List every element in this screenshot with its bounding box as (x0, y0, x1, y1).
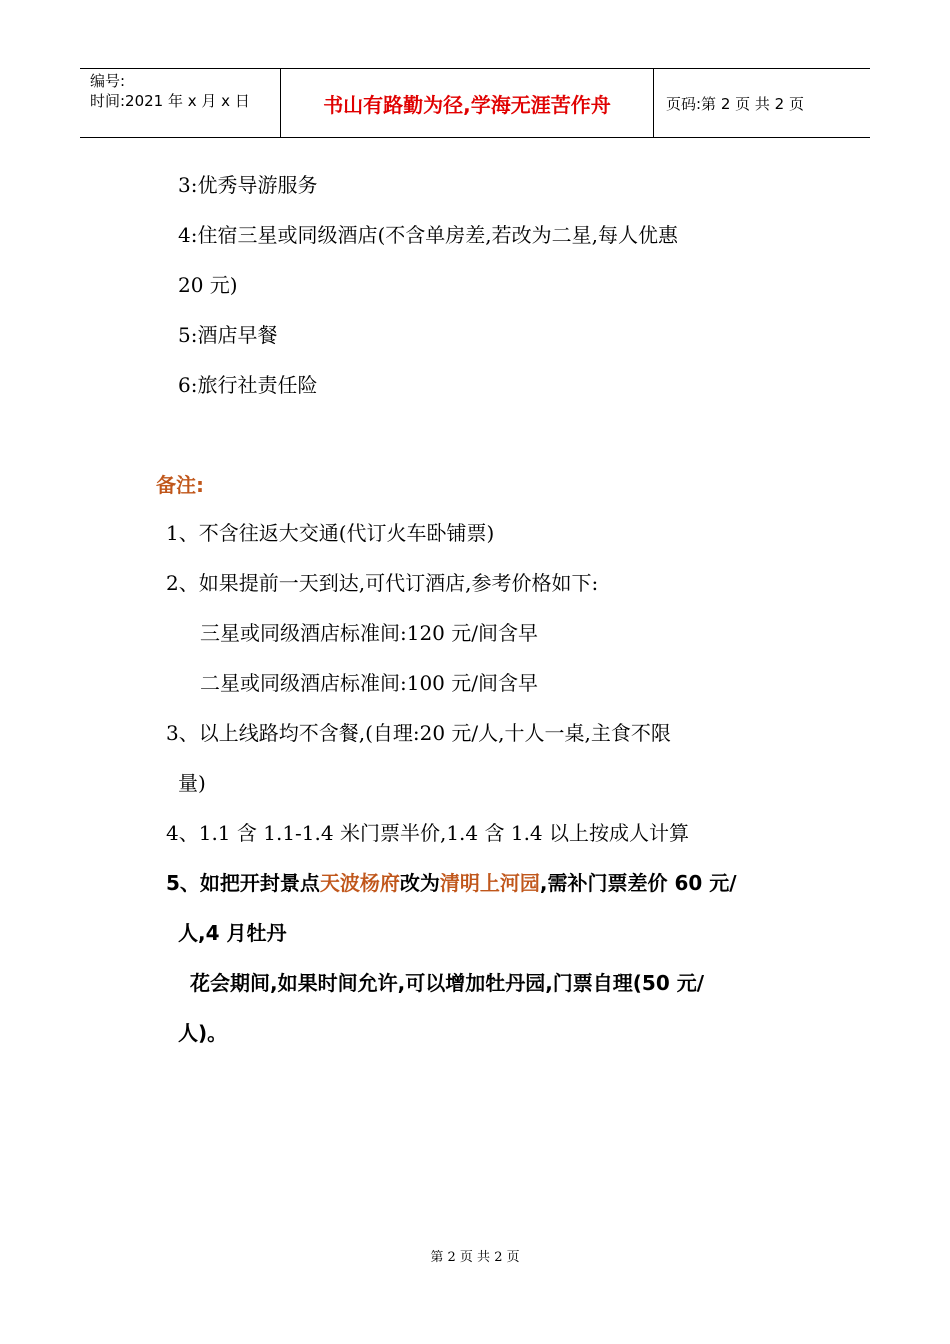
item-5: 5:酒店早餐 (178, 323, 278, 347)
note-3-line2: 量) (178, 771, 206, 795)
note-5-mid: 改为 (399, 871, 440, 895)
note-5-spot-tianbo: 天波杨府 (319, 871, 400, 895)
note-5-spot-qingming: 清明上河园 (439, 871, 540, 895)
number-label: 编号: (90, 72, 126, 90)
header-motto: 书山有路勤为径,学海无涯苦作舟 (280, 69, 654, 137)
item-6: 6:旅行社责任险 (178, 373, 318, 397)
note-2-three-star: 三星或同级酒店标准间:120 元/间含早 (200, 621, 539, 645)
note-5-post: ,需补门票差价 60 元/ (539, 871, 737, 895)
item-3: 3:优秀导游服务 (178, 173, 318, 197)
header-meta (80, 69, 280, 137)
page-footer: 第 2 页 共 2 页 (430, 1250, 520, 1265)
note-5-line2: 人,4 月牡丹 (178, 921, 287, 945)
note-5-prefix: 5、如把开封景点 (166, 871, 320, 895)
note-1: 1、不含往返大交通(代订火车卧铺票) (166, 521, 495, 545)
note-4: 4、1.1 含 1.1-1.4 米门票半价,1.4 含 1.4 以上按成人计算 (166, 821, 690, 845)
note-5-line4: 人)。 (178, 1021, 228, 1045)
item-4-line2: 20 元) (178, 273, 238, 297)
note-2: 2、如果提前一天到达,可代订酒店,参考价格如下: (166, 571, 599, 595)
note-2-two-star: 二星或同级酒店标准间:100 元/间含早 (200, 671, 539, 695)
note-3-line1: 3、以上线路均不含餐,(自理:20 元/人,十人一桌,主食不限 (166, 721, 671, 745)
note-5-line3: 花会期间,如果时间允许,可以增加牡丹园,门票自理(50 元/ (190, 971, 705, 995)
note-5-line1 (166, 870, 737, 896)
notes-title: 备注: (156, 473, 204, 497)
time-label: 时间:2021 年 x 月 x 日 (90, 92, 250, 110)
item-4-line1: 4:住宿三星或同级酒店(不含单房差,若改为二星,每人优惠 (178, 223, 678, 247)
page-header (80, 68, 870, 138)
header-page-info: 页码:第 2 页 共 2 页 (666, 94, 804, 113)
